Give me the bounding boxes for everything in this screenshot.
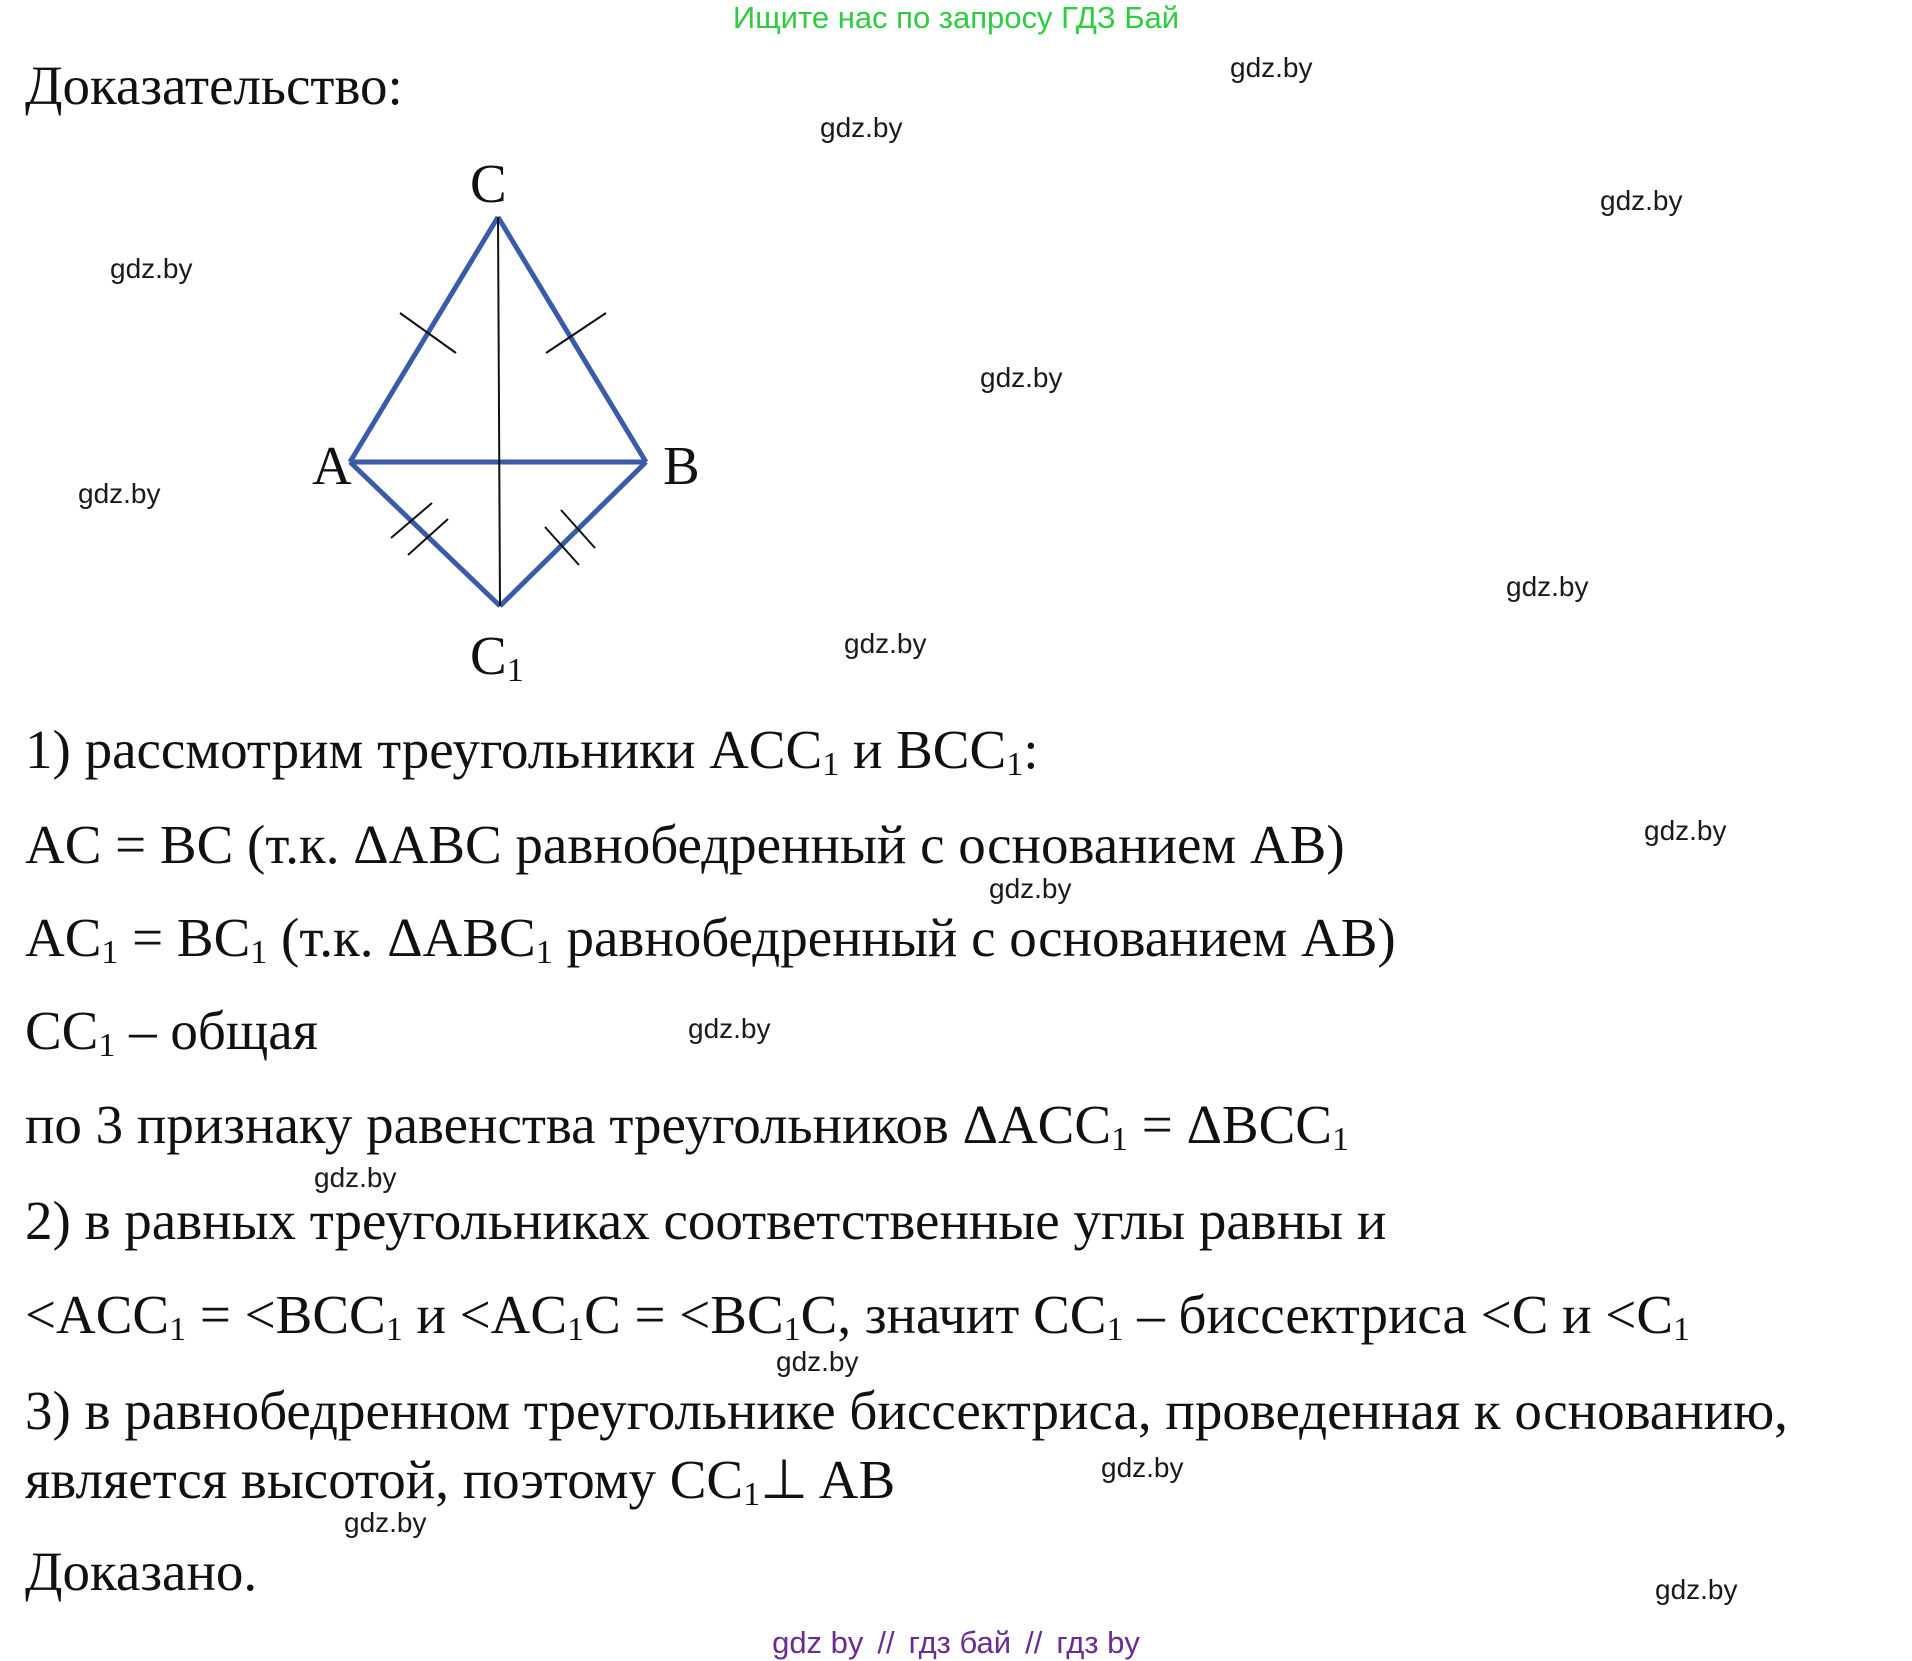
l5-a: по 3 признаку равенства треугольников ΔACC — [25, 1094, 1112, 1155]
side-ac1 — [350, 462, 500, 606]
footer-separator: // — [877, 1625, 895, 1660]
watermark: gdz.by — [110, 253, 193, 284]
l7-f: – биссектриса <C и <C — [1123, 1284, 1674, 1345]
l9-b: ⊥ AB — [760, 1449, 896, 1510]
l3-d: равнобедренный с основанием AB) — [552, 907, 1396, 968]
vertex-label-a: A — [312, 435, 352, 496]
side-bc1 — [500, 462, 646, 606]
proof-line-9 — [25, 1449, 896, 1513]
proof-line-1 — [25, 719, 1039, 783]
proof-line-5 — [25, 1094, 1349, 1158]
vertex-label-b: B — [663, 435, 700, 496]
l3-c: (т.к. ΔABC — [267, 907, 536, 968]
watermark: gdz.by — [688, 1013, 771, 1044]
footer-links — [0, 1625, 1912, 1661]
l3-sub2: 1 — [250, 934, 268, 971]
search-banner: Ищите нас по запросу ГДЗ Бай — [732, 0, 1180, 35]
watermark: gdz.by — [980, 362, 1063, 393]
side-ac — [350, 217, 498, 462]
l5-sub2: 1 — [1332, 1121, 1349, 1158]
l3-sub3: 1 — [535, 934, 553, 971]
l3-b: = BC — [118, 907, 251, 968]
watermark: gdz.by — [776, 1346, 859, 1377]
l9-a: является высотой, поэтому CC — [25, 1449, 744, 1510]
l7-b: = <BCC — [186, 1284, 386, 1345]
proof-line-7 — [25, 1284, 1691, 1348]
l7-sub2: 1 — [385, 1311, 403, 1348]
proof-conclusion: Доказано. — [25, 1541, 258, 1602]
l7-a: <ACC — [25, 1284, 170, 1345]
vertex-label-c1-sub: 1 — [506, 652, 524, 689]
l1-sub1: 1 — [822, 746, 840, 783]
l7-sub6: 1 — [1673, 1311, 1691, 1348]
l7-d: C = <BC — [584, 1284, 784, 1345]
watermark: gdz.by — [1655, 1574, 1738, 1605]
proof-line-6: 2) в равных треугольниках соответственные углы равны и — [25, 1190, 1387, 1251]
l7-sub4: 1 — [783, 1311, 801, 1348]
l4-b: – общая — [115, 1000, 318, 1061]
l7-c: и <AC — [402, 1284, 568, 1345]
watermark: gdz.by — [1644, 815, 1727, 846]
footer-separator: // — [1025, 1625, 1043, 1660]
footer-link-gdz-by[interactable]: gdz by — [772, 1625, 864, 1660]
footer-link-gdz-by-2[interactable]: гдз by — [1056, 1625, 1140, 1660]
footer-link-gdz-bai[interactable]: гдз бай — [908, 1625, 1012, 1660]
watermark: gdz.by — [344, 1507, 427, 1538]
rhombus-figure — [0, 0, 1912, 720]
l1-sub2: 1 — [1006, 746, 1024, 783]
l4-a: CC — [25, 1000, 99, 1061]
proof-heading: Доказательство: — [25, 55, 403, 116]
watermark: gdz.by — [1600, 185, 1683, 216]
l7-sub3: 1 — [567, 1311, 585, 1348]
l1-c: : — [1023, 719, 1039, 780]
l7-e: C, значит CC — [800, 1284, 1107, 1345]
vertex-label-c1 — [470, 625, 524, 689]
watermark: gdz.by — [1506, 571, 1589, 602]
l9-sub1: 1 — [743, 1476, 761, 1513]
l5-b: = ΔBCC — [1128, 1094, 1332, 1155]
l1-a: 1) рассмотрим треугольники ACC — [25, 719, 823, 780]
l1-b: и BCC — [839, 719, 1007, 780]
vertex-label-c1-main: C — [470, 625, 507, 686]
vertex-label-c: C — [470, 153, 507, 214]
proof-line-4 — [25, 1000, 318, 1064]
watermark: gdz.by — [989, 873, 1072, 904]
l7-sub5: 1 — [1106, 1311, 1124, 1348]
l3-a: AC — [25, 907, 102, 968]
watermark: gdz.by — [314, 1162, 397, 1193]
l7-sub1: 1 — [169, 1311, 187, 1348]
watermark: gdz.by — [78, 478, 161, 509]
diagonal-cc1 — [498, 217, 500, 606]
proof-line-3 — [25, 907, 1396, 971]
proof-line-2: AC = BC (т.к. ΔABC равнобедренный с основанием AB) — [25, 814, 1345, 875]
l3-sub1: 1 — [101, 934, 119, 971]
watermark: gdz.by — [1101, 1452, 1184, 1483]
watermark: gdz.by — [844, 628, 927, 659]
l5-sub1: 1 — [1111, 1121, 1129, 1158]
tick-ac — [400, 313, 456, 353]
side-bc — [498, 217, 646, 462]
l4-sub1: 1 — [98, 1027, 116, 1064]
proof-line-8: 3) в равнобедренном треугольнике биссектриса, проведенная к основанию, — [25, 1380, 1788, 1441]
watermark: gdz.by — [1230, 52, 1313, 83]
watermark: gdz.by — [820, 112, 903, 143]
